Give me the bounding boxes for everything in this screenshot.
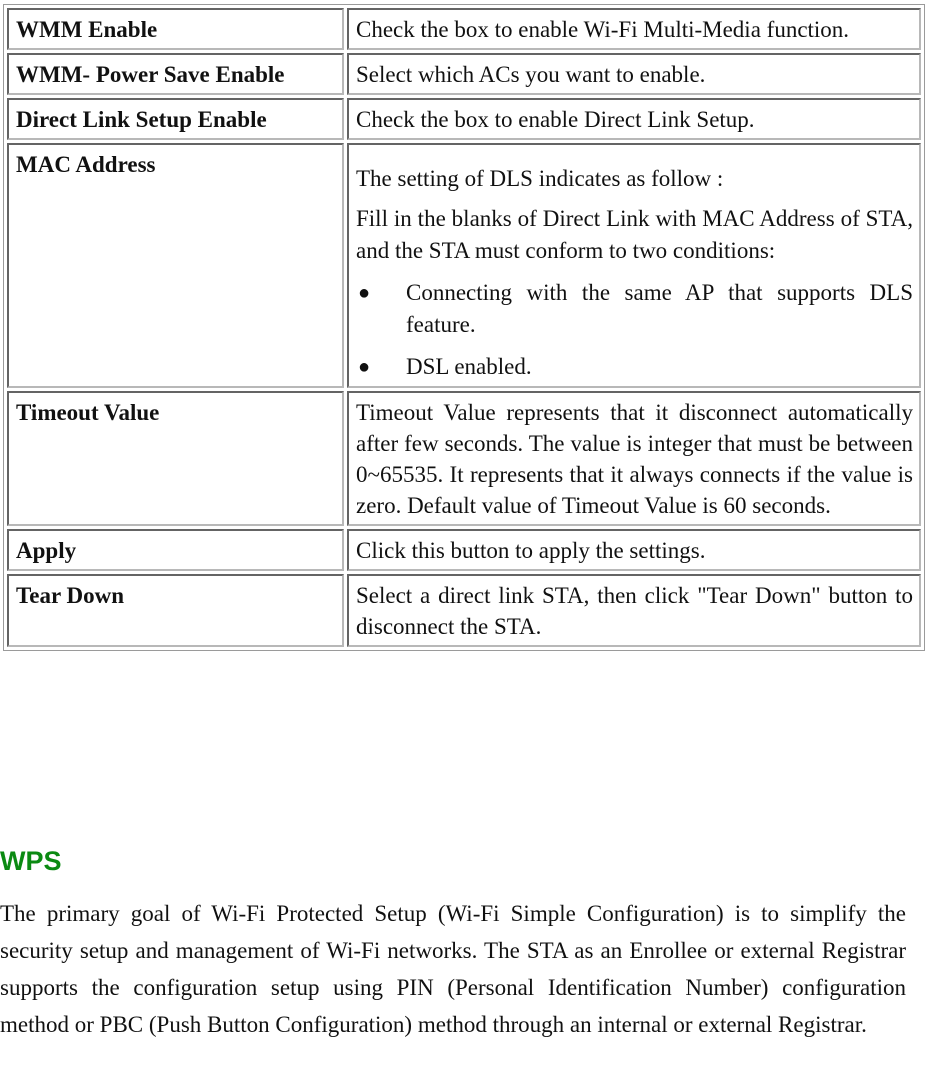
term-timeout-value: Timeout Value	[7, 391, 344, 526]
condition-text: DSL enabled.	[406, 354, 532, 379]
list-item	[356, 277, 913, 341]
desc-mac-address	[347, 143, 921, 388]
list-item	[356, 351, 913, 383]
term-tear-down: Tear Down	[7, 574, 344, 647]
desc-wmm-enable: Check the box to enable Wi-Fi Multi-Media function.	[347, 8, 921, 50]
condition-list	[356, 277, 913, 383]
table-row	[7, 143, 921, 388]
desc-apply: Click this button to apply the settings.	[347, 529, 921, 571]
section-heading-wps: WPS	[0, 846, 62, 876]
mac-conditions-text: Fill in the blanks of Direct Link with MAC Address of STA, and the STA must conform to two conditions:	[356, 206, 913, 263]
table-row	[7, 8, 921, 50]
table-row	[7, 98, 921, 140]
table-row	[7, 53, 921, 95]
desc-direct-link-setup: Check the box to enable Direct Link Setup.	[347, 98, 921, 140]
desc-tear-down: Select a direct link STA, then click "Tear Down" button to disconnect the STA.	[347, 574, 921, 647]
settings-description-table	[3, 4, 925, 651]
term-apply: Apply	[7, 529, 344, 571]
wps-intro-paragraph: The primary goal of Wi-Fi Protected Setup (Wi-Fi Simple Configuration) is to simplify the security setup and management of Wi-Fi networks. The STA as an Enrollee or external Registrar supports the configuration setup using PIN (Personal Identification Number) configuration method or PBC (Push Button Configuration) method through an internal or external Registrar.	[0, 901, 906, 1037]
desc-wmm-power-save: Select which ACs you want to enable.	[347, 53, 921, 95]
term-direct-link-setup: Direct Link Setup Enable	[7, 98, 344, 140]
condition-text: Connecting with the same AP that supports DLS feature.	[406, 280, 913, 337]
bullet-icon: ●	[358, 282, 371, 304]
table-row	[7, 529, 921, 571]
term-mac-address: MAC Address	[7, 143, 344, 388]
desc-timeout-value: Timeout Value represents that it disconnect automatically after few seconds. The value is integer that must be between 0~65535. It represents that it always connects if the value is zero. Default value of Timeout Value is 60 seconds.	[347, 391, 921, 526]
term-wmm-enable: WMM Enable	[7, 8, 344, 50]
mac-intro-text: The setting of DLS indicates as follow :	[356, 166, 724, 191]
table-row	[7, 574, 921, 647]
table-row	[7, 391, 921, 526]
term-wmm-power-save: WMM- Power Save Enable	[7, 53, 344, 95]
bullet-icon: ●	[358, 356, 371, 378]
